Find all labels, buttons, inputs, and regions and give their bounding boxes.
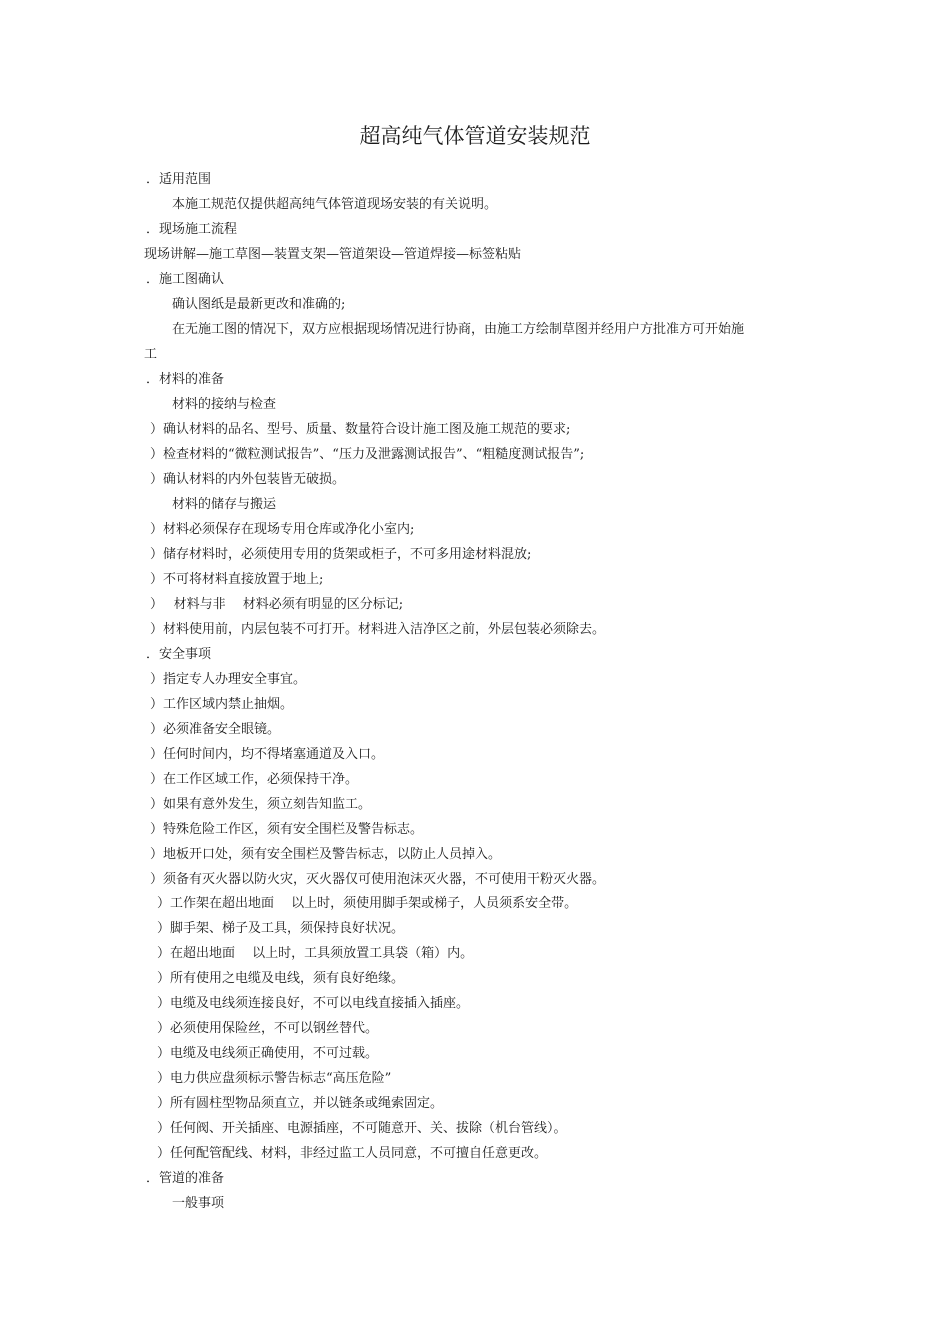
section-heading-materials: ．材料的准备 <box>146 372 225 387</box>
subsection-heading: 一般事项 <box>172 1196 225 1211</box>
list-item: ）电力供应盘须标示警告标志“高压危险” <box>157 1071 392 1086</box>
list-item: ）材料必须保存在现场专用仓库或净化小室内; <box>150 522 415 537</box>
paragraph: 工 <box>144 347 158 362</box>
section-heading-process: ．现场施工流程 <box>146 222 238 237</box>
list-item: ）检查材料的“微粒测试报告”、“压力及泄露测试报告”、“粗糙度测试报告”; <box>150 447 585 462</box>
list-item: ）在超出地面 以上时，工具须放置工具袋（箱）内。 <box>157 946 474 961</box>
list-item: ）工作区域内禁止抽烟。 <box>150 697 294 712</box>
list-item: ）须备有灭火器以防火灾，灭火器仅可使用泡沫灭火器，不可使用干粉灭火器。 <box>150 872 606 887</box>
list-item: ）不可将材料直接放置于地上; <box>150 572 324 587</box>
list-item: ）脚手架、梯子及工具，须保持良好状况。 <box>157 921 405 936</box>
list-item: ）地板开口处，须有安全围栏及警告标志，以防止人员掉入。 <box>150 847 502 862</box>
list-item: ）确认材料的内外包装皆无破损。 <box>150 472 346 487</box>
list-item: ）任何时间内，均不得堵塞通道及入口。 <box>150 747 385 762</box>
paragraph: 现场讲解—施工草图—装置支架—管道架设—管道焊接—标签粘贴 <box>144 247 522 262</box>
section-heading-piping: ．管道的准备 <box>146 1171 225 1186</box>
list-item: ）特殊危险工作区，须有安全围栏及警告标志。 <box>150 822 424 837</box>
list-item: ）必须准备安全眼镜。 <box>150 722 281 737</box>
section-heading-drawing: ．施工图确认 <box>146 272 225 287</box>
list-item: ）指定专人办理安全事宜。 <box>150 672 307 687</box>
list-item: ）任何配管配线、材料，非经过监工人员同意，不可擅自任意更改。 <box>157 1146 548 1161</box>
list-item: ）电缆及电线须正确使用，不可过载。 <box>157 1046 379 1061</box>
list-item: ）所有圆柱型物品须直立，并以链条或绳索固定。 <box>157 1096 444 1111</box>
list-item: ）确认材料的品名、型号、质量、数量符合设计施工图及施工规范的要求; <box>150 422 571 437</box>
paragraph: 在无施工图的情况下，双方应根据现场情况进行协商，由施工方绘制草图并经用户方批准方可开始施 <box>172 322 745 337</box>
list-item: ）任何阀、开关插座、电源插座，不可随意开、关、拔除（机台管线）。 <box>157 1121 567 1136</box>
paragraph: 确认图纸是最新更改和准确的; <box>172 297 346 312</box>
paragraph: 本施工规范仅提供超高纯气体管道现场安装的有关说明。 <box>172 197 498 212</box>
list-item: ）材料使用前，内层包装不可打开。材料进入洁净区之前，外层包装必须除去。 <box>150 622 606 637</box>
list-item: ）在工作区域工作，必须保持干净。 <box>150 772 359 787</box>
list-item: ）储存材料时，必须使用专用的货架或柜子，不可多用途材料混放; <box>150 547 532 562</box>
list-item: ）工作架在超出地面 以上时，须使用脚手架或梯子，人员须系安全带。 <box>157 896 578 911</box>
list-item: ）电缆及电线须连接良好，不可以电线直接插入插座。 <box>157 996 470 1011</box>
document-title: 超高纯气体管道安装规范 <box>359 124 591 148</box>
list-item: ）如果有意外发生，须立刻告知监工。 <box>150 797 372 812</box>
section-heading-safety: ．安全事项 <box>146 647 212 662</box>
subsection-heading: 材料的储存与搬运 <box>172 497 277 512</box>
list-item: ） 材料与非 材料必须有明显的区分标记; <box>150 597 404 612</box>
list-item: ）必须使用保险丝，不可以钢丝替代。 <box>157 1021 379 1036</box>
subsection-heading: 材料的接纳与检查 <box>172 397 277 412</box>
section-heading-scope: ．适用范围 <box>146 172 212 187</box>
list-item: ）所有使用之电缆及电线，须有良好绝缘。 <box>157 971 405 986</box>
